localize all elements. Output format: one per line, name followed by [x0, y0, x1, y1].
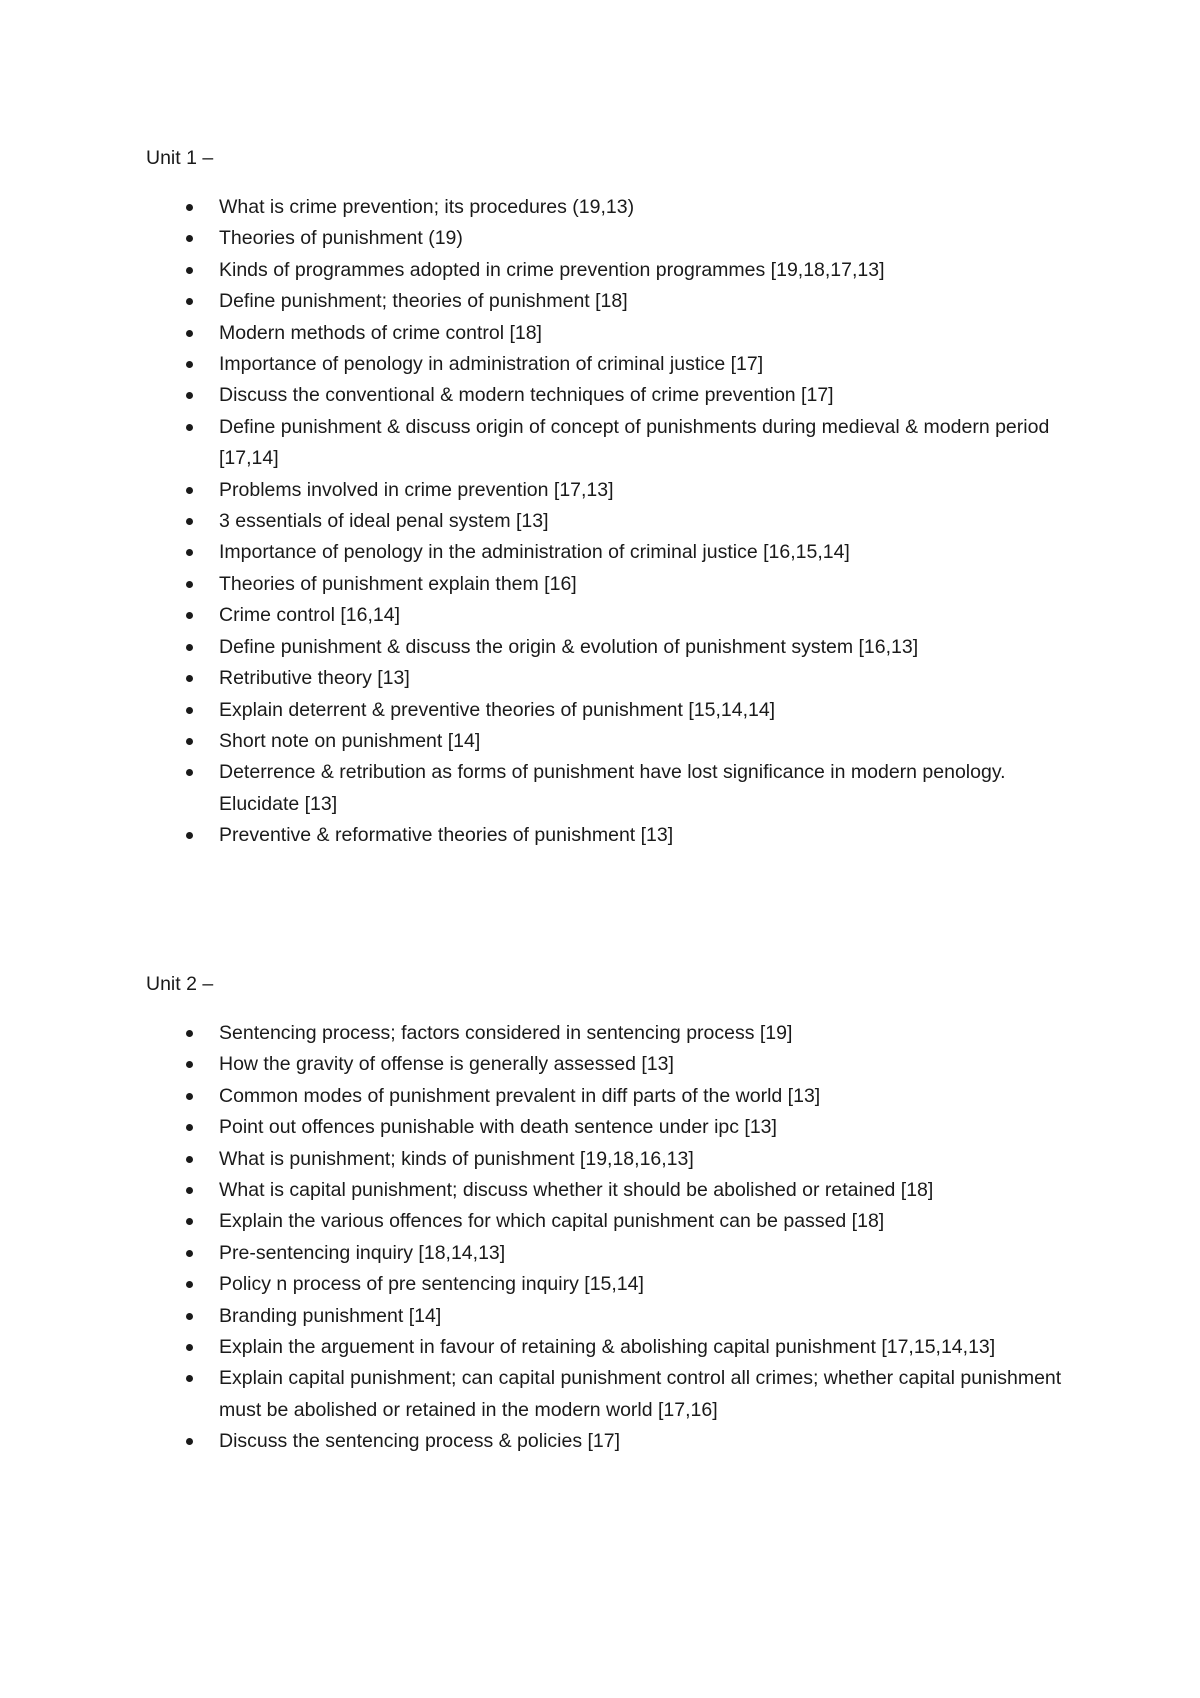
list-item-text: Explain deterrent & preventive theories of punishment [15,14,14] — [219, 698, 776, 721]
list-item — [146, 1238, 1076, 1269]
list-item-text: Short note on punishment [14] — [219, 729, 481, 752]
list-item-text: Discuss the conventional & modern techniques of crime prevention [17] — [219, 384, 834, 407]
list-item-text: Preventive & reformative theories of punishment [13] — [219, 824, 674, 847]
list-item-text: Sentencing process; factors considered in sentencing process [19] — [219, 1022, 793, 1044]
bullet-icon — [186, 235, 193, 242]
list-item — [146, 286, 1076, 317]
list-item — [146, 1332, 1076, 1363]
list-item — [146, 537, 1076, 568]
list-item-text: Crime control [16,14] — [219, 604, 400, 627]
bullet-icon — [186, 424, 193, 431]
list-item — [146, 600, 1076, 631]
list-item-text: What is crime prevention; its procedures (19,13) — [219, 196, 635, 218]
list-item-text: Retributive theory [13] — [219, 667, 410, 690]
list-item — [146, 757, 1076, 820]
list-item — [146, 412, 1076, 475]
bullet-icon — [186, 1061, 193, 1068]
bullet-icon — [186, 612, 193, 619]
list-item — [146, 1175, 1076, 1206]
bullet-icon — [186, 204, 193, 211]
list-item — [146, 632, 1076, 663]
list-item-text: Define punishment & discuss origin of concept of punishments during medieval & modern period [17,14] — [219, 415, 1050, 470]
bullet-icon — [186, 1218, 193, 1225]
bullet-icon — [186, 549, 193, 556]
bullet-icon — [186, 330, 193, 337]
unit-1-section — [146, 146, 1076, 852]
list-item — [146, 475, 1076, 506]
list-item — [146, 1269, 1076, 1300]
bullet-icon — [186, 1438, 193, 1445]
list-item-text: Policy n process of pre sentencing inquiry [15,14] — [219, 1273, 644, 1296]
list-item-text: Kinds of programmes adopted in crime prevention programmes [19,18,17,13] — [219, 258, 885, 281]
list-item-text: Point out offences punishable with death sentence under ipc [13] — [219, 1116, 777, 1139]
bullet-icon — [186, 1250, 193, 1257]
bullet-icon — [186, 675, 193, 682]
bullet-icon — [186, 769, 193, 776]
bullet-icon — [186, 1093, 193, 1100]
bullet-icon — [186, 832, 193, 839]
bullet-icon — [186, 1281, 193, 1288]
list-item — [146, 1144, 1076, 1175]
list-item — [146, 663, 1076, 694]
bullet-icon — [186, 361, 193, 368]
list-item-text: Importance of penology in the administration of criminal justice [16,15,14] — [219, 541, 850, 564]
bullet-icon — [186, 1124, 193, 1131]
unit-2-section — [146, 972, 1076, 1458]
list-item-text: Importance of penology in administration of criminal justice [17] — [219, 353, 764, 376]
list-item — [146, 349, 1076, 380]
bullet-icon — [186, 738, 193, 745]
list-item — [146, 1112, 1076, 1143]
unit-heading: Unit 2 – — [146, 973, 214, 995]
list-item-text: What is capital punishment; discuss whether it should be abolished or retained [18] — [219, 1179, 934, 1202]
list-item-text: Discuss the sentencing process & policies [17] — [219, 1430, 621, 1453]
question-list — [146, 1018, 1076, 1458]
question-list — [146, 192, 1076, 852]
bullet-icon — [186, 707, 193, 714]
bullet-icon — [186, 487, 193, 494]
list-item-text: Define punishment; theories of punishment [18] — [219, 290, 628, 313]
list-item — [146, 726, 1076, 757]
list-item-text: Explain the arguement in favour of retaining & abolishing capital punishment [17,15,14,13] — [219, 1336, 996, 1359]
bullet-icon — [186, 1030, 193, 1037]
list-item-text: How the gravity of offense is generally assessed [13] — [219, 1053, 674, 1076]
list-item — [146, 1049, 1076, 1080]
bullet-icon — [186, 1344, 193, 1351]
list-item — [146, 1363, 1076, 1426]
bullet-icon — [186, 267, 193, 274]
list-item-text: 3 essentials of ideal penal system [13] — [219, 510, 549, 533]
list-item-text: Explain capital punishment; can capital punishment control all crimes; whether capital punishment must be abolished or retained in the modern world [17,16] — [219, 1367, 1062, 1421]
list-item — [146, 223, 1076, 254]
list-item — [146, 1081, 1076, 1112]
bullet-icon — [186, 1313, 193, 1320]
bullet-icon — [186, 1375, 193, 1382]
bullet-icon — [186, 298, 193, 305]
list-item-text: Branding punishment [14] — [219, 1304, 442, 1327]
bullet-icon — [186, 581, 193, 588]
list-item-text: Pre-sentencing inquiry [18,14,13] — [219, 1241, 506, 1264]
bullet-icon — [186, 518, 193, 525]
list-item — [146, 820, 1076, 851]
list-item — [146, 1301, 1076, 1332]
bullet-icon — [186, 392, 193, 399]
list-item — [146, 1426, 1076, 1457]
bullet-icon — [186, 644, 193, 651]
list-item-text: Common modes of punishment prevalent in diff parts of the world [13] — [219, 1084, 821, 1107]
list-item-text: Theories of punishment explain them [16] — [219, 572, 577, 595]
bullet-icon — [186, 1156, 193, 1163]
list-item-text: Modern methods of crime control [18] — [219, 321, 542, 344]
list-item — [146, 1018, 1076, 1049]
bullet-icon — [186, 1187, 193, 1194]
list-item-text: Explain the various offences for which capital punishment can be passed [18] — [219, 1210, 885, 1233]
list-item — [146, 255, 1076, 286]
list-item-text: Define punishment & discuss the origin & evolution of punishment system [16,13] — [219, 635, 919, 658]
unit-heading: Unit 1 – — [146, 147, 214, 169]
list-item — [146, 318, 1076, 349]
list-item-text: Theories of punishment (19) — [219, 227, 463, 250]
list-item-text: What is punishment; kinds of punishment [19,18,16,13] — [219, 1147, 694, 1170]
list-item — [146, 695, 1076, 726]
list-item — [146, 569, 1076, 600]
list-item — [146, 192, 1076, 223]
list-item — [146, 1206, 1076, 1237]
list-item-text: Problems involved in crime prevention [17,13] — [219, 478, 614, 501]
list-item — [146, 506, 1076, 537]
list-item — [146, 380, 1076, 411]
list-item-text: Deterrence & retribution as forms of punishment have lost significance in modern penology. Elucidate [13] — [219, 761, 1006, 815]
